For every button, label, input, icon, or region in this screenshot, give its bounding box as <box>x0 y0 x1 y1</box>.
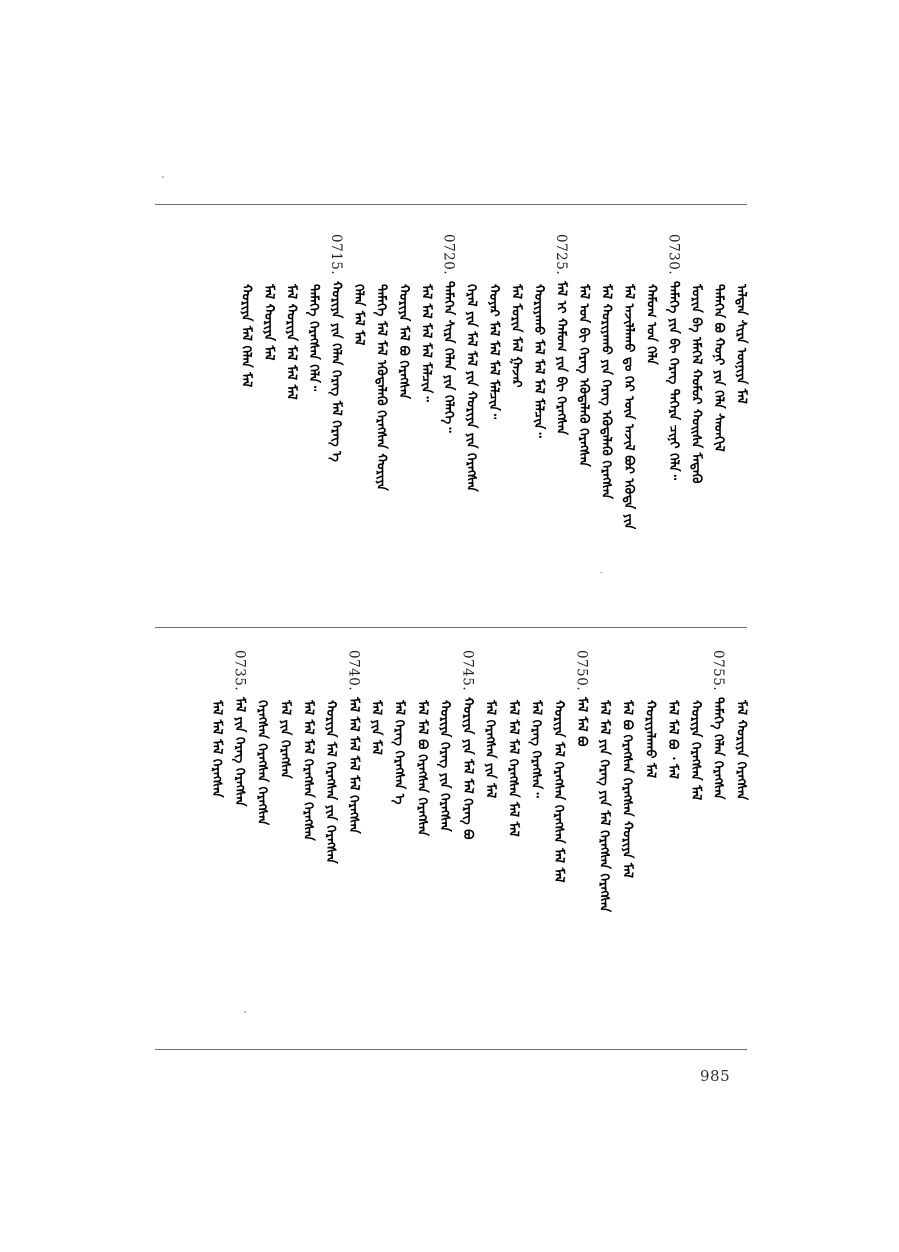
scan-speck <box>600 572 602 573</box>
scan-speck <box>162 176 164 178</box>
verse-text: ᠬᠤᠷᠢᠶᠠ ᠬᠡᠷᠡᠭ ᠶᠢᠨ ᠬᠡᠷᠡᠭᠰᠡᠨ <box>437 700 453 832</box>
verse-line <box>415 284 437 402</box>
verse-line <box>684 700 706 800</box>
verse-line <box>528 284 550 438</box>
verse-line <box>411 700 433 836</box>
verse-line <box>325 234 347 462</box>
verse-line <box>393 284 415 399</box>
verse-line <box>505 284 527 388</box>
line-number: 0740. <box>345 650 362 692</box>
verse-line <box>320 700 342 864</box>
verse-line <box>573 284 595 467</box>
verse-line <box>550 234 572 435</box>
verse-line <box>483 284 505 419</box>
verse-text: ᠬᠤᠷᠢᠶᠠ ᠮᠠᠯ ᠬᠡᠷᠡᠭᠰᠡᠨ ᠶᠢᠨ ᠬᠡᠷᠡᠭᠰᠡᠨ <box>323 700 339 864</box>
verse-text: ᠲᠡᠮᠡᠭᠡ ᠶᠢᠨ ᠪᠢ ᠬᠡᠷᠡᠭ ᠳᠡᠭᠡᠷᠡ ᠴᠢᠨᠢ ᠬᠡᠯᠡ᠃ <box>666 281 681 481</box>
verse-text: ᠮᠠᠯ ᠮᠠᠯ ᠮᠠᠯ ᠮᠠᠯ ᠮᠠᠯᠴᠢᠨ᠃ <box>418 284 434 402</box>
verse-line <box>640 284 662 365</box>
verse-line <box>206 700 228 798</box>
middle-rule <box>155 627 747 628</box>
verse-line <box>297 700 319 841</box>
line-number: 0745. <box>459 650 476 692</box>
verse-text: ᠮᠠᠯ ᠮᠠᠯ ᠮᠠᠯ ᠮᠠᠯ ᠮᠠᠯ ᠬᠡᠷᠡᠭᠰᠡᠨ <box>345 697 361 834</box>
verse-text: ᠲᠡᠮᠡᠭᠡ ᠬᠡᠯᠡᠨ ᠬᠡᠷᠡᠭᠰᠡᠨ <box>710 697 726 800</box>
line-number: 0735. <box>231 650 248 692</box>
verse-line <box>274 700 296 779</box>
verse-line <box>639 700 661 778</box>
verse-line <box>438 234 460 433</box>
verse-line <box>280 284 302 400</box>
verse-text: ᠮᠠᠯ ᠶᠢᠨ ᠮᠠᠯ <box>368 700 384 755</box>
verse-text: ᠮᠠᠯ ᠮᠣᠷᠢᠨ ᠮᠠᠯ ᠭᠠᠵᠠᠷ <box>508 284 524 388</box>
verse-line <box>595 284 617 499</box>
verse-text: ᠲᠡᠮᠡᠭᠡ ᠬᠡᠷᠡᠭᠰᠡᠨ ᠬᠡᠯᠡ᠃ <box>306 284 321 392</box>
verse-text: ᠮᠠᠯ ᠮᠠᠯ ᠪᠤ ᠂ ᠮᠠᠯ <box>665 700 681 779</box>
verse-text: ᠮᠣᠷᠢᠨ ᠪᠠ ᠡᠮᠡᠭᠡᠯ ᠬᠤᠮᠤᠷ ᠬᠣᠢᠰᠠ ᠮᠡᠳᠡᠬᠦ <box>688 284 704 484</box>
verse-text: ᠮᠠᠯ ᠪᠤ ᠬᠡᠷᠡᠭᠰᠡᠨ ᠬᠡᠷᠡᠭᠰᠡᠨ ᠬᠤᠷᠢᠶᠠ ᠮᠠᠯ <box>619 700 635 878</box>
verse-text: ᠮᠠᠯ ᠬᠡᠷᠡᠭᠰᠡᠨ ᠶᠢᠨ ᠮᠠᠯ <box>482 700 498 799</box>
verse-line <box>348 284 370 345</box>
line-number: 0730. <box>665 234 682 276</box>
verse-line <box>618 284 640 529</box>
verse-text: ᠮᠠᠯ ᠬᠤᠷᠢᠶᠠ ᠬᠡᠷᠡᠭᠰᠡᠨ <box>733 700 749 801</box>
verse-line <box>662 700 684 779</box>
verse-text: ᠮᠠᠯ ᠮᠠᠯ ᠶᠢᠨ ᠬᠡᠷᠡᠭ ᠶᠢᠨ ᠮᠠᠯ ᠬᠡᠷᠡᠭᠰᠡᠨ ᠬᠡᠷᠡᠭᠰᠡᠨ <box>596 700 612 913</box>
verse-text: ᠮᠠᠯ ᠬᠤᠷᠢᠶᠠ ᠮᠠᠯ ᠮᠠᠯ ᠮᠠᠯ <box>283 284 299 400</box>
verse-line <box>548 700 570 883</box>
verse-text: ᠮᠠᠯ ᠬᠤᠷᠢᠶᠠ ᠮᠠᠯ <box>261 284 276 361</box>
verse-text: ᠮᠠᠯ ᠮᠠᠯ ᠮᠠᠯ ᠬᠡᠷᠡᠭᠰᠡᠨ <box>209 700 225 798</box>
verse-line <box>525 700 547 798</box>
verse-text: ᠬᠤᠷᠢᠶᠠ ᠮᠠᠯ ᠪᠤ ᠬᠡᠷᠡᠭᠰᠡᠨ <box>396 284 411 400</box>
verse-text: ᠬᠤᠷᠢᠶᠠᠬᠤ ᠮᠠᠯ ᠮᠠᠯ ᠮᠠᠯ ᠮᠠᠯᠴᠢᠨ᠃ <box>531 284 546 438</box>
verse-text: ᠮᠠᠯ ᠬᠤᠷᠢᠶᠠᠬᠤ ᠶᠢᠨ ᠬᠡᠷᠡᠭ ᠡᠭᠦᠳᠡᠯᠡᠬᠦ ᠭᠡᠷᠡᠭᠰᠡᠨ <box>598 284 614 500</box>
verse-text: ᠬᠤᠷᠢᠶᠠ ᠶᠢᠨ ᠮᠠᠯ ᠮᠠᠯ ᠬᠡᠷᠡᠭ ᠪᠤ <box>459 697 475 840</box>
verse-text: ᠬᠡᠯᠡᠨ ᠮᠠᠯ ᠮᠠᠯ <box>351 284 366 346</box>
verse-text: ᠬᠤᠷᠢᠶᠠ ᠮᠠᠯ ᠬᠡᠯᠡᠨ ᠮᠠᠯ <box>238 284 254 388</box>
verse-line <box>663 234 685 480</box>
verse-line <box>456 650 478 840</box>
verse-text: ᠮᠠᠯ ᠮᠠᠯ ᠪᠤ <box>573 697 589 747</box>
page-number: 985 <box>700 1067 731 1085</box>
verse-line <box>365 700 387 755</box>
verse-text: ᠮᠠᠯ ᠬᠡᠷᠡᠭ ᠬᠡᠷᠡᠭᠰᠡᠨ ᠡ <box>391 700 407 805</box>
verse-line <box>730 284 752 404</box>
verse-text: ᠭᠡᠷᠡᠯ ᠶᠢᠨ ᠮᠠᠯ ᠮᠠᠯ ᠶᠢᠨ ᠬᠤᠷᠢᠶᠠ ᠶᠢᠨ ᠭᠡᠷᠡᠭᠰᠡᠨ <box>463 284 479 492</box>
verse-line <box>707 650 729 800</box>
verse-text: ᠲᠡᠮᠡᠭᠡᠨ ᠪᠤ ᠬᠤᠨᠢ ᠶᠢᠨ ᠬᠡᠯᠡ ᠰᠡᠳᠬᠢᠯ <box>711 284 726 452</box>
verse-text: ᠮᠠᠯ ᠢ ᠬᠠᠮᠤᠭ ᠶᠢᠨ ᠪᠢ ᠬᠡᠷᠡᠭᠰᠡᠨ <box>553 281 569 436</box>
verse-line <box>730 700 752 800</box>
verse-text: ᠬᠡᠷᠡᠭᠰᠡᠨ ᠬᠡᠷᠡᠭᠰᠡᠨ ᠬᠡᠷᠡᠭᠰᠡᠨ <box>254 700 270 826</box>
verse-text: ᠮᠠᠯ ᠤᠨ ᠪᠢ ᠬᠡᠷᠡᠭ ᠡᠭᠦᠳᠡᠯᠡᠬᠦ ᠭᠡᠷᠡᠭᠰᠡᠨ <box>576 284 591 467</box>
verse-text: ᠮᠠᠯ ᠠᠵᠢᠯᠯᠠᠬᠤ ᠳᠤ ᠭᠡᠷ ᠦᠨ ᠠᠵᠢᠯ ᠪᠤᠷ ᠡᠭᠦᠳᠡ ᠶᠢᠨ <box>621 284 636 530</box>
verse-text: ᠬᠤᠶᠠᠷ ᠮᠠᠯ ᠮᠠᠯ ᠮᠠᠯ ᠮᠠᠯᠴᠢᠨ᠃ <box>486 284 501 420</box>
verse-line <box>235 284 257 387</box>
line-number: 0755. <box>710 650 727 692</box>
verse-line <box>685 284 707 484</box>
bottom-rule <box>155 1049 747 1050</box>
verse-text: ᠬᠤᠷᠢᠶᠠ ᠬᠡᠷᠡᠭᠰᠡᠨ ᠮᠠᠯ <box>687 700 703 801</box>
verse-text: ᠬᠠᠮᠤᠭ ᠤᠨ ᠬᠡᠯᠡ <box>643 284 659 365</box>
verse-line <box>593 700 615 912</box>
verse-text: ᠬᠤᠷᠢᠶᠠᠯᠠᠬᠤ ᠮᠠᠯ <box>642 700 658 779</box>
verse-line <box>228 650 250 807</box>
verse-line <box>303 284 325 391</box>
line-number: 0720. <box>440 234 457 276</box>
scan-speck <box>244 1011 246 1013</box>
verse-text: ᠲᠡᠮᠡᠭᠡ ᠮᠠᠯ ᠮᠠᠯ ᠡᠭᠦᠳᠡᠯᠡᠬᠦ ᠬᠡᠷᠡᠭᠰᠡᠨ ᠬᠤᠷᠢᠶᠠ <box>373 284 389 491</box>
verse-text: ᠮᠠᠯ ᠶᠢᠨ ᠬᠡᠷᠡᠭᠰᠡᠨ <box>277 700 293 779</box>
verse-line <box>570 650 592 747</box>
line-number: 0725. <box>553 234 569 276</box>
top-rule <box>155 204 747 205</box>
line-number: 0750. <box>573 650 590 692</box>
verse-line <box>616 700 638 878</box>
verse-line <box>434 700 456 832</box>
verse-line <box>388 700 410 804</box>
verse-line <box>479 700 501 798</box>
verse-text: ᠠᠯᠲᠠᠨ ᠰᠢᠷᠠ ᠦᠨᠢᠶᠡ ᠮᠠᠯ <box>733 284 749 404</box>
verse-text: ᠮᠠᠯ ᠬᠡᠷᠡᠭ ᠬᠡᠷᠡᠭᠰᠡᠨ᠃ <box>528 700 544 798</box>
verse-line <box>370 284 392 491</box>
verse-text: ᠮᠠᠯ ᠮᠠᠯ ᠮᠠᠯ ᠬᠡᠷᠡᠭᠰᠡᠨ ᠮᠠᠯ ᠮᠠᠯ <box>505 700 521 837</box>
verse-text: ᠲᠡᠮᠡᠭᠡᠨ ᠰᠢᠷᠠ ᠬᠡᠯᠡᠨ ᠶᠢᠨ ᠬᠡᠯᠡᠭᠡ᠃ <box>441 281 456 433</box>
verse-text: ᠮᠠᠯ ᠶᠢᠨ ᠬᠡᠷᠡᠭ ᠬᠡᠷᠡᠭᠰᠡᠨ <box>231 697 247 807</box>
line-number: 0715. <box>328 234 344 276</box>
verse-line <box>460 284 482 492</box>
verse-text: ᠮᠠᠯ ᠮᠠᠯ ᠪᠤ ᠬᠡᠷᠡᠭᠰᠡᠨ ᠬᠡᠷᠡᠭᠰᠡᠨ <box>414 700 430 837</box>
verse-text: ᠮᠠᠯ ᠮᠠᠯ ᠮᠠᠯ ᠬᠡᠷᠡᠭᠰᠡᠨ ᠬᠡᠷᠡᠭᠰᠡᠨ <box>300 700 316 841</box>
verse-text: ᠬᠤᠷᠢᠶᠠ ᠮᠠᠯ ᠬᠡᠷᠡᠭᠰᠡᠨ ᠬᠡᠷᠡᠭᠰᠡᠨ ᠮᠠᠯ ᠮᠠᠯ <box>551 700 567 883</box>
verse-line <box>502 700 524 837</box>
verse-line <box>251 700 273 825</box>
verse-line <box>342 650 364 834</box>
verse-line <box>258 284 280 361</box>
verse-text: ᠬᠤᠷᠢᠶᠠ ᠶᠢᠨ ᠬᠡᠯᠡᠨ ᠬᠡᠷᠡᠭ ᠮᠠᠯ ᠬᠡᠷᠡᠭ ᠡ <box>328 281 344 463</box>
verse-line <box>708 284 730 452</box>
